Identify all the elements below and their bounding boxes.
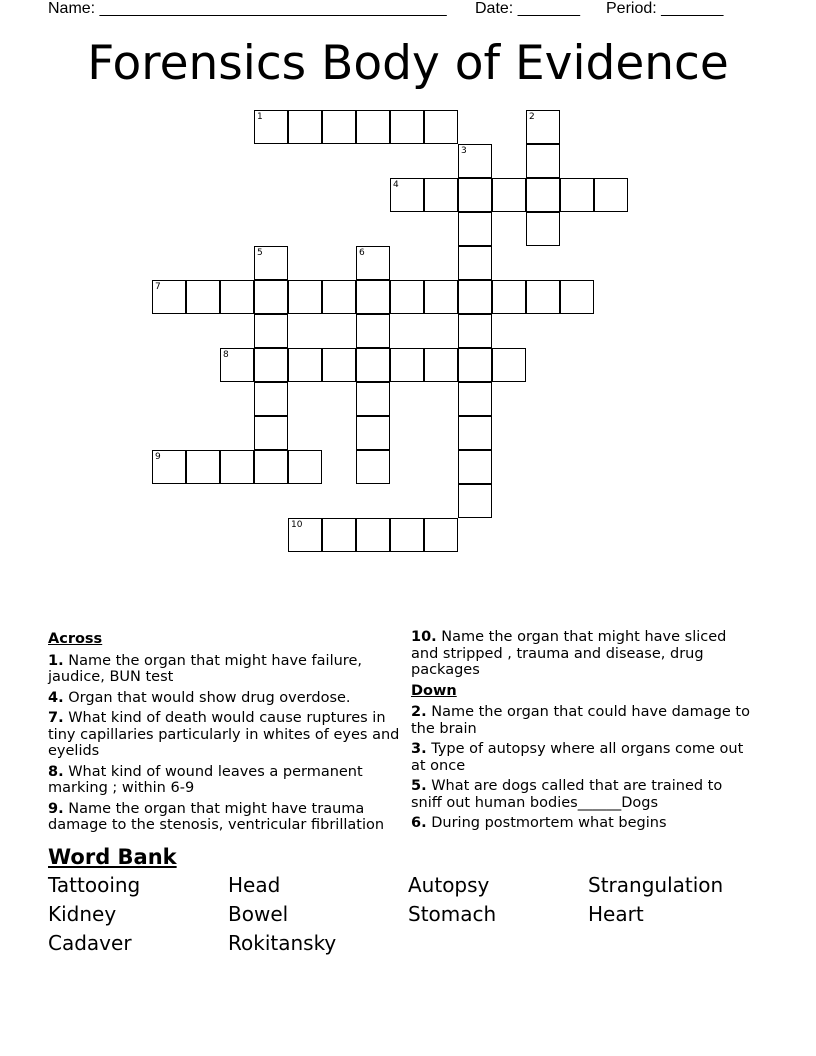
grid-cell[interactable]: [322, 348, 356, 382]
clue-across-9: 9. Name the organ that might have trauma damage to the stenosis, ventricular fibrillation: [48, 800, 385, 833]
word-bank-item: Rokitansky: [228, 931, 337, 955]
clue-down-3: 3. Type of autopsy where all organs come out at once: [411, 741, 744, 774]
grid-cell[interactable]: [458, 212, 492, 246]
grid-cell[interactable]: [560, 178, 594, 212]
grid-cell[interactable]: [322, 518, 356, 552]
word-bank-item: Head: [228, 873, 281, 897]
grid-cell[interactable]: [458, 144, 492, 178]
word-bank-item: Heart: [588, 902, 644, 926]
grid-cell[interactable]: [322, 280, 356, 314]
grid-cell[interactable]: [288, 280, 322, 314]
word-bank-item: Stomach: [408, 902, 497, 926]
cell-number: 4: [393, 180, 399, 190]
grid-cell[interactable]: [356, 416, 390, 450]
grid-cell[interactable]: [254, 110, 288, 144]
clue-across-4: 4. Organ that would show drug overdose.: [48, 689, 351, 706]
word-bank-item: Cadaver: [48, 931, 132, 955]
grid-cell[interactable]: [254, 246, 288, 280]
grid-cell[interactable]: [390, 280, 424, 314]
grid-cell[interactable]: [356, 246, 390, 280]
grid-cell[interactable]: [526, 178, 560, 212]
clue-across-1: 1. Name the organ that might have failure, jaudice, BUN test: [48, 652, 362, 685]
grid-cell[interactable]: [220, 450, 254, 484]
word-bank-item: Tattooing: [48, 873, 141, 897]
page-title: Forensics Body of Evidence: [87, 36, 729, 91]
grid-cell[interactable]: [458, 280, 492, 314]
grid-cell[interactable]: [492, 280, 526, 314]
grid-cell[interactable]: [288, 518, 322, 552]
clues-right-column: [411, 629, 751, 836]
grid-cell[interactable]: [356, 314, 390, 348]
grid-cell[interactable]: [152, 280, 186, 314]
grid-cell[interactable]: [458, 416, 492, 450]
across-heading: Across: [48, 631, 103, 647]
grid-cell[interactable]: [254, 416, 288, 450]
grid-cell[interactable]: [526, 144, 560, 178]
grid-cell[interactable]: [424, 110, 458, 144]
cell-number: 8: [223, 350, 229, 360]
clue-across-7: 7. What kind of death would cause ruptures in tiny capillaries particularly in whites of eyes and eyelids: [48, 710, 400, 759]
grid-cell[interactable]: [356, 382, 390, 416]
grid-cell[interactable]: [220, 280, 254, 314]
grid-cell[interactable]: [288, 450, 322, 484]
grid-cell[interactable]: [526, 110, 560, 144]
grid-cell[interactable]: [152, 450, 186, 484]
grid-cell[interactable]: [458, 314, 492, 348]
cell-number: 6: [359, 248, 365, 258]
grid-cell[interactable]: [560, 280, 594, 314]
date-field[interactable]: Date: _______: [475, 0, 580, 17]
cell-number: 3: [461, 146, 467, 156]
grid-cell[interactable]: [424, 348, 458, 382]
grid-cell[interactable]: [356, 348, 390, 382]
word-bank-item: Autopsy: [408, 873, 490, 897]
grid-cell[interactable]: [458, 178, 492, 212]
grid-cell[interactable]: [322, 110, 356, 144]
grid-cell[interactable]: [458, 484, 492, 518]
clues-left-column: [48, 629, 403, 838]
cell-number: 2: [529, 112, 535, 122]
word-bank-item: Kidney: [48, 902, 117, 926]
grid-cell[interactable]: [458, 348, 492, 382]
grid-cell[interactable]: [288, 348, 322, 382]
word-bank-item: Strangulation: [588, 873, 724, 897]
word-bank: [48, 873, 768, 955]
down-heading: Down: [411, 682, 457, 699]
clue-across-8: 8. What kind of wound leaves a permanent marking ; within 6-9: [48, 763, 363, 796]
grid-cell[interactable]: [424, 518, 458, 552]
grid-cell[interactable]: [458, 382, 492, 416]
grid-cell[interactable]: [356, 450, 390, 484]
grid-cell[interactable]: [526, 280, 560, 314]
grid-cell[interactable]: [254, 348, 288, 382]
grid-cell[interactable]: [390, 348, 424, 382]
grid-cell[interactable]: [594, 178, 628, 212]
word-bank-item: Bowel: [228, 902, 289, 926]
grid-cell[interactable]: [526, 212, 560, 246]
grid-cell[interactable]: [390, 518, 424, 552]
grid-cell[interactable]: [186, 450, 220, 484]
grid-cell[interactable]: [254, 280, 288, 314]
period-field[interactable]: Period: _______: [606, 0, 724, 17]
cell-number: 9: [155, 452, 161, 462]
cell-number: 10: [291, 520, 303, 530]
grid-cell[interactable]: [390, 178, 424, 212]
grid-cell[interactable]: [492, 178, 526, 212]
grid-cell[interactable]: [254, 382, 288, 416]
cell-number: 1: [257, 112, 263, 122]
grid-cell[interactable]: [458, 246, 492, 280]
grid-cell[interactable]: [356, 110, 390, 144]
grid-cell[interactable]: [424, 280, 458, 314]
grid-cell[interactable]: [288, 110, 322, 144]
name-field[interactable]: Name: _______________________________________: [48, 0, 447, 17]
grid-cell[interactable]: [186, 280, 220, 314]
grid-cell[interactable]: [458, 450, 492, 484]
clue-down-2: 2. Name the organ that could have damage to the brain: [411, 704, 750, 737]
word-bank-title: Word Bank: [48, 845, 177, 869]
grid-cell[interactable]: [254, 314, 288, 348]
clue-across-10: 10. Name the organ that might have sliced and stripped , trauma and disease, drug packages: [411, 629, 727, 678]
grid-cell[interactable]: [220, 348, 254, 382]
cell-number: 5: [257, 248, 263, 258]
grid-cell[interactable]: [424, 178, 458, 212]
grid-cell[interactable]: [492, 348, 526, 382]
clue-down-6: 6. During postmortem what begins: [411, 815, 667, 831]
grid-cell[interactable]: [254, 450, 288, 484]
cell-number: 7: [155, 282, 161, 292]
clue-down-5: 5. What are dogs called that are trained to sniff out human bodies______Dogs: [411, 778, 723, 811]
grid-cell[interactable]: [356, 518, 390, 552]
grid-cell[interactable]: [356, 280, 390, 314]
grid-cell[interactable]: [390, 110, 424, 144]
